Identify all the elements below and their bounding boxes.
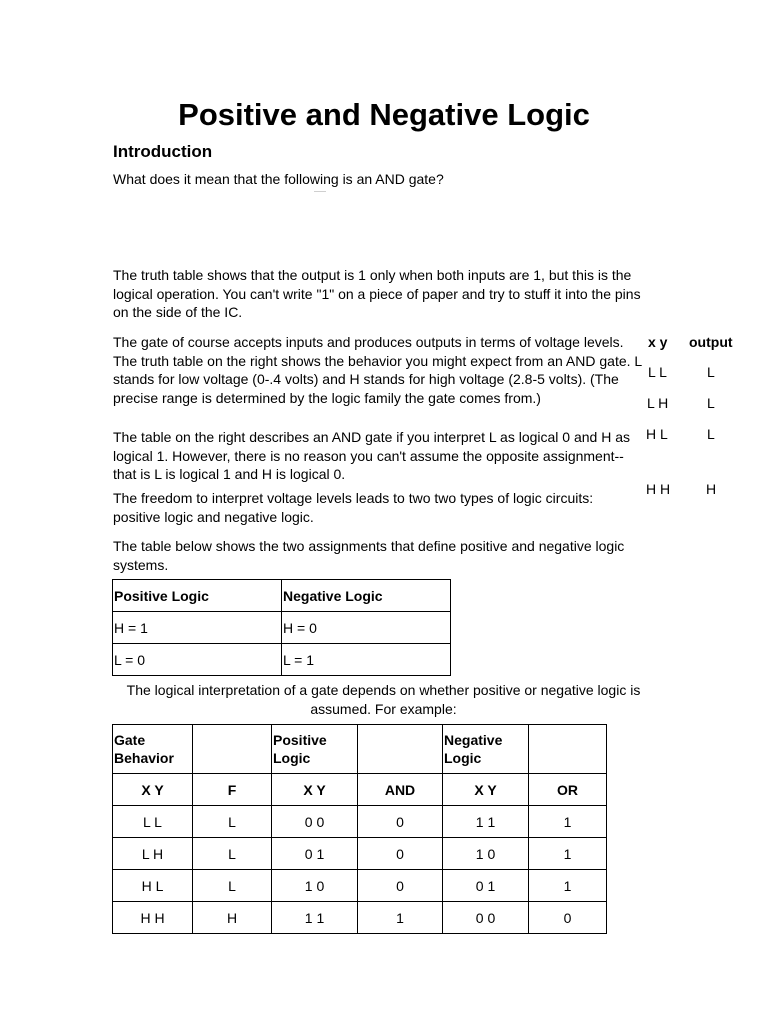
- table-cell: H L: [113, 870, 193, 902]
- table-cell: 1 0: [272, 870, 358, 902]
- voltage-table-cell: L L: [648, 364, 667, 380]
- table-cell: 1: [529, 870, 607, 902]
- table-cell: H = 0: [282, 612, 451, 644]
- table-cell: 0: [358, 838, 443, 870]
- assignment-table: [112, 579, 451, 676]
- interpretation-table: [112, 724, 607, 934]
- table-cell: L: [193, 870, 272, 902]
- table-cell: H = 1: [113, 612, 282, 644]
- table-group-header: [193, 725, 272, 774]
- paragraph-interpretation: The table on the right describes an AND gate if you interpret L as logical 0 and H as logical 1. However, there is no reason you can't assume the opposite assignment--that is L is logical 1 and H is logical 0.: [113, 429, 631, 482]
- table-subheader: X Y: [443, 774, 529, 806]
- table-subheader: OR: [529, 774, 607, 806]
- table-cell: 1: [529, 806, 607, 838]
- table-cell: L: [193, 838, 272, 870]
- voltage-table-cell: L: [707, 364, 715, 380]
- voltage-table-cell: L H: [647, 395, 669, 411]
- voltage-table-cell: L: [707, 426, 715, 442]
- paragraph-table-intro: The table below shows the two assignments that define positive and negative logic systems.: [113, 538, 625, 573]
- table-cell: 1: [358, 902, 443, 934]
- table-cell: 1 1: [272, 902, 358, 934]
- table-cell: 0 0: [272, 806, 358, 838]
- section-heading-introduction: Introduction: [113, 142, 213, 161]
- table-row: [113, 644, 451, 676]
- voltage-table-header-output: output: [689, 334, 733, 350]
- table-cell: 0 1: [272, 838, 358, 870]
- paragraph-freedom: The freedom to interpret voltage levels leads to two two types of logic circuits: positive logic and negative logic.: [113, 490, 594, 525]
- table-group-header: [358, 725, 443, 774]
- table-cell: L H: [113, 838, 193, 870]
- paragraph-voltage-levels: The gate of course accepts inputs and produces outputs in terms of voltage levels. The truth table on the right shows the behavior you might expect from an AND gate. L stands for low voltage (0-.4 volts) and H stands for high voltage (2.8-5 volts). (The precise range is determined by the logic family the gate comes from.): [113, 334, 642, 406]
- table-subheader: X Y: [113, 774, 193, 806]
- table-cell: L: [193, 806, 272, 838]
- table-cell: 0 0: [443, 902, 529, 934]
- voltage-table-header-xy: x y: [648, 334, 668, 350]
- table-row: [113, 612, 451, 644]
- voltage-table-cell: H: [706, 481, 717, 497]
- table-cell: 1 0: [443, 838, 529, 870]
- voltage-table-cell: H H: [646, 481, 671, 497]
- table-cell: 1 1: [443, 806, 529, 838]
- page-title: Positive and Negative Logic: [178, 97, 590, 132]
- table-cell: H: [193, 902, 272, 934]
- table-cell: H H: [113, 902, 193, 934]
- table-cell: L = 0: [113, 644, 282, 676]
- table-row: [113, 580, 451, 612]
- table-row: [113, 870, 607, 902]
- table-cell: 0 1: [443, 870, 529, 902]
- table-cell: 0: [358, 870, 443, 902]
- table-header-cell: Negative Logic: [282, 580, 451, 612]
- table-row: [113, 806, 607, 838]
- voltage-table-cell: H L: [646, 426, 668, 442]
- paragraph-truth-table: The truth table shows that the output is 1 only when both inputs are 1, but this is the logical operation. You can't write "1" on a piece of paper and try to stuff it into the pins on the side of the IC.: [113, 267, 641, 320]
- table-subheader: AND: [358, 774, 443, 806]
- table-group-header: Negative Logic: [443, 725, 529, 774]
- voltage-table-cell: L: [707, 395, 715, 411]
- table-row: [113, 902, 607, 934]
- table-group-header: [529, 725, 607, 774]
- gate-image-placeholder: [314, 191, 326, 192]
- paragraph-question: What does it mean that the following is an AND gate?: [113, 171, 444, 187]
- table-row: [113, 725, 607, 774]
- table-cell: 1: [529, 838, 607, 870]
- table-caption: The logical interpretation of a gate depends on whether positive or negative logic is assumed. For example:: [126, 682, 641, 717]
- table-cell: L = 1: [282, 644, 451, 676]
- table-row: [113, 774, 607, 806]
- table-cell: 0: [529, 902, 607, 934]
- table-header-cell: Positive Logic: [113, 580, 282, 612]
- table-cell: L L: [113, 806, 193, 838]
- table-subheader: X Y: [272, 774, 358, 806]
- table-cell: 0: [358, 806, 443, 838]
- table-group-header: Positive Logic: [272, 725, 358, 774]
- table-subheader: F: [193, 774, 272, 806]
- table-group-header: Gate Behavior: [113, 725, 193, 774]
- table-row: [113, 838, 607, 870]
